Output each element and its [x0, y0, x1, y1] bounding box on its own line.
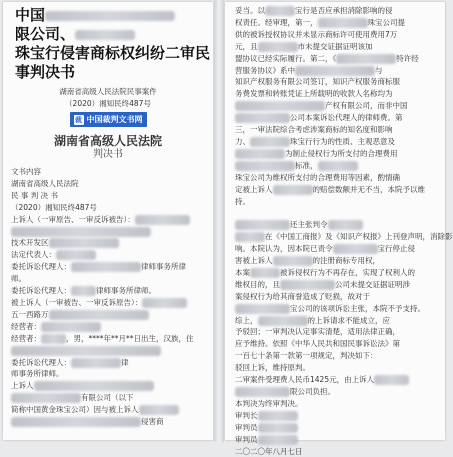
redacted-text: [11, 227, 151, 237]
text-segment: 五一西路万: [11, 309, 49, 319]
redacted-text: [34, 381, 154, 391]
redacted-text: [258, 411, 298, 421]
text-line: [235, 53, 437, 65]
redacted-text: [235, 304, 290, 314]
redacted-text: [235, 387, 290, 397]
text-line: [235, 374, 437, 386]
redacted-text: [142, 298, 187, 308]
text-segment: 珠宝行行为的性质、主观恶意及: [290, 136, 395, 146]
text-line: [11, 190, 205, 202]
text-segment: 知识产权服务有限公司签订，知识产权服务商标服: [235, 77, 400, 87]
text-line: [235, 231, 453, 243]
redacted-text: [235, 113, 290, 123]
text-segment: 法定代表人：: [11, 250, 56, 260]
redacted-text: [235, 161, 295, 171]
redacted-text: [258, 435, 298, 445]
redacted-text: [235, 101, 325, 111]
text-segment: 宝行停止侵: [377, 244, 415, 254]
text-line: [235, 315, 437, 327]
text-segment: 限公司、: [15, 25, 76, 43]
redacted-text: [250, 137, 290, 147]
text-segment: 公司未提交证据证明涉: [335, 279, 410, 289]
text-line: [235, 267, 437, 279]
text-line: [11, 321, 205, 333]
text-line: [235, 410, 437, 422]
text-segment: 为制止侵权行为所支付的合理费用: [285, 148, 398, 158]
title-line: [15, 6, 205, 25]
text-segment: 上诉人（一审原告、一审反诉被告）：: [11, 214, 135, 224]
text-line: [235, 303, 437, 315]
text-segment: 市未提交证据证明该加: [297, 41, 373, 51]
text-line: [11, 309, 205, 321]
text-segment: 的赔偿数额并无不当，本院予以维: [312, 184, 425, 194]
redacted-text: [45, 11, 175, 21]
wenshu-brand-text: 中国裁判文书网: [86, 115, 143, 124]
text-segment: 驳回上诉，维持原判。: [235, 363, 310, 373]
redacted-text: [41, 334, 66, 344]
text-segment: 特许经: [396, 53, 419, 63]
text-line: [235, 136, 437, 148]
text-segment: 二审案件受理费人民币1425元，由上诉人: [235, 375, 375, 385]
text-segment: 产权有限公司，而非中国: [325, 101, 408, 111]
meta-court: 湖南省高级人民法院民事案件: [59, 87, 157, 96]
redacted-text: [75, 30, 135, 40]
text-line: [235, 350, 437, 362]
text-segment: 师。: [11, 274, 26, 284]
left-page: [3, 2, 213, 440]
redacted-text: [71, 286, 96, 296]
text-segment: 权责任。经审理，第一，: [235, 17, 318, 27]
text-segment: 二〇二〇年八月七日: [235, 446, 303, 456]
redacted-text: [280, 280, 335, 290]
text-segment: 湖南省高级人民法院: [11, 178, 79, 188]
text-segment: 经营者：: [11, 321, 41, 331]
text-segment: 技术开发区: [11, 238, 49, 248]
text-line: [235, 362, 437, 374]
text-line: [235, 112, 437, 124]
text-line: [235, 279, 437, 291]
text-segment: 案侵权行为给其商誉造成了贬损，故对于: [235, 291, 370, 301]
text-segment: 审判员: [235, 422, 258, 432]
redacted-text: [139, 405, 179, 415]
text-line: [11, 237, 205, 249]
text-segment: 务费发票和转账凭证上所载明的收款人名称均为: [235, 89, 393, 99]
text-segment: 师事务所律师。: [11, 369, 64, 379]
text-segment: 维权目的，且: [235, 279, 280, 289]
text-segment: 有限公司（以下: [81, 393, 134, 403]
left-body-text: [3, 161, 213, 428]
text-segment: 文书内容: [11, 167, 41, 176]
text-segment: 力、: [235, 136, 250, 146]
text-line: [235, 76, 437, 88]
title-line: [15, 25, 205, 44]
text-line: [235, 172, 437, 184]
text-segment: 的上诉请求不能成立，应: [307, 315, 390, 325]
redacted-text: [374, 375, 409, 385]
text-segment: 宝公司的该项诉讼主张，本院不予支持。: [290, 303, 425, 313]
text-segment: 被上诉人（一审被告、一审反诉原告）：: [11, 297, 143, 307]
redacted-text: [41, 322, 101, 332]
text-line: [11, 178, 205, 190]
redacted-text: [258, 423, 298, 433]
text-line: [235, 160, 437, 172]
text-line: [11, 261, 205, 273]
redacted-text: [295, 66, 375, 76]
text-segment: 本案: [235, 267, 250, 277]
text-segment: 审判长: [235, 410, 258, 420]
wenshu-brand-badge[interactable]: [70, 112, 147, 127]
text-line: [235, 41, 437, 53]
text-line: [235, 255, 437, 267]
redacted-text: [56, 250, 96, 260]
text-segment: 与: [375, 65, 383, 75]
text-line: [235, 219, 437, 231]
text-segment: 营服务协议》系中: [235, 65, 295, 75]
text-line: [235, 100, 437, 112]
text-line: [11, 273, 205, 285]
text-line: [235, 338, 437, 350]
redacted-text: [11, 346, 161, 356]
text-line: [235, 88, 437, 100]
text-line: [235, 196, 437, 208]
text-segment: 元，且: [235, 41, 258, 51]
text-segment: ，男，****年**月**日出生，汉族，住: [66, 333, 194, 343]
text-segment: 三，一审法院综合考虑涉案商标的知名度和影响: [235, 125, 393, 135]
text-line: [11, 249, 205, 261]
page-fold: [214, 0, 224, 442]
text-segment: 综上，: [235, 315, 258, 325]
redacted-text: [235, 149, 285, 159]
redacted-text: [273, 185, 313, 195]
text-segment: 被诉侵权行为不再存在，实现了权利人的: [280, 267, 415, 277]
text-segment: 民 事 判 决 书: [11, 190, 59, 200]
text-line: [235, 5, 437, 17]
text-line: [235, 184, 437, 196]
text-segment: 珠宝公司提: [367, 17, 405, 27]
right-page: [225, 2, 453, 456]
text-segment: 简称中国黄金珠宝公司）因与被上诉人: [11, 405, 139, 415]
right-body-text: [225, 2, 453, 457]
redacted-text: [235, 232, 265, 242]
redacted-text: [11, 393, 81, 403]
text-line: [235, 29, 437, 41]
text-segment: 珠宝公司为维权所支付的合理费用等因素，酌情确: [235, 172, 400, 182]
case-meta: [3, 86, 213, 110]
redacted-text: [318, 18, 368, 28]
text-line: [235, 17, 437, 29]
redacted-text: [71, 358, 121, 368]
text-segment: 限公司负担。: [290, 387, 335, 396]
text-segment: 宝行是否应承担消除影响的侵: [295, 6, 393, 15]
text-segment: 珠宝行侵害商标权纠纷二审民: [15, 44, 211, 62]
text-line: [235, 124, 437, 136]
text-segment: 律师事务所律: [141, 262, 186, 272]
text-line: [11, 368, 205, 380]
text-segment: 律: [121, 357, 129, 367]
text-line: [11, 202, 205, 214]
text-line: [11, 297, 205, 309]
redacted-text: [135, 215, 190, 225]
text-segment: 一百七十条第一款第一项规定，判决如下：: [235, 351, 378, 361]
text-segment: 委托诉讼代理人：: [11, 262, 71, 272]
text-segment: 经营者：: [11, 333, 41, 343]
text-segment: 害被上诉人: [235, 256, 273, 266]
text-segment: 公司本案诉讼代理人的律师费。第: [290, 113, 403, 123]
redacted-text: [235, 220, 290, 230]
text-line: [235, 148, 437, 160]
redacted-text: [273, 256, 313, 266]
text-line: [11, 226, 205, 238]
text-segment: 响。本院认为，因本院已责令: [235, 244, 333, 254]
text-line: [11, 357, 205, 369]
document-type: 判决书: [93, 149, 123, 160]
text-line: [235, 326, 437, 338]
text-line: [235, 386, 437, 398]
text-segment: 定被上诉人: [235, 184, 273, 194]
text-segment: 在《中国工商报》及《知识产权报》上刊登声明，消除影: [265, 232, 453, 242]
wenshu-logo-icon: 裁: [75, 115, 82, 124]
text-line: [11, 416, 205, 428]
redacted-text: [49, 238, 119, 248]
brand-row: [3, 112, 213, 127]
text-segment: 妥当。以: [235, 6, 265, 15]
text-line: [11, 392, 205, 404]
text-line: [11, 404, 205, 416]
title-line: [15, 63, 205, 82]
redacted-text: [265, 6, 295, 16]
text-segment: 予驳回；一审判决认定事实清楚，适用法律正确，: [235, 327, 400, 337]
text-line: [235, 207, 437, 219]
meta-case-number: （2020）湘知民终487号: [65, 99, 151, 108]
text-line: [235, 434, 437, 446]
redacted-text: [11, 417, 141, 427]
text-line: [235, 65, 437, 77]
redacted-text: [336, 54, 396, 64]
redacted-text: [258, 42, 298, 52]
text-segment: 中国: [15, 6, 46, 24]
text-line: [11, 345, 205, 357]
text-line: [11, 380, 205, 392]
text-segment: 侵害商: [141, 417, 164, 427]
text-segment: 上诉人: [11, 381, 34, 391]
text-segment: 标准，: [295, 160, 318, 170]
text-segment: 委托诉讼代理人：: [11, 286, 71, 296]
text-line: [235, 422, 437, 434]
text-line: [235, 243, 437, 255]
text-line: [11, 214, 205, 226]
text-segment: （2020）湘知民终487号: [11, 202, 97, 212]
redacted-text: [333, 244, 378, 254]
text-segment: 律师事务所律师。: [96, 286, 156, 296]
text-segment: 供的被诉授权协议并未显示商标许可使用费用7万: [235, 29, 398, 39]
document-title: [3, 2, 213, 82]
redacted-text: [71, 262, 141, 272]
text-line: [11, 166, 205, 178]
text-segment: 本判决为终审判决。: [235, 398, 303, 408]
redacted-text: [250, 268, 280, 278]
text-line: [11, 333, 205, 345]
text-segment: 委托诉讼代理人：: [11, 357, 71, 367]
text-segment: 应予维持。依照《中华人民共和国民事诉讼法》第: [235, 339, 400, 349]
text-segment: 持。: [235, 196, 250, 206]
text-line: [235, 446, 437, 457]
redacted-text: [258, 316, 308, 326]
redacted-text: [318, 161, 358, 171]
text-line: [235, 291, 437, 303]
text-line: [11, 285, 205, 297]
text-segment: 还主张判令: [290, 220, 328, 230]
redacted-text: [49, 310, 149, 320]
text-segment: 审判员: [235, 434, 258, 444]
title-line: [15, 44, 211, 63]
text-line: [235, 398, 437, 410]
text-segment: 盟协议已经实际履行。第二，《: [235, 53, 337, 63]
redacted-text: [328, 220, 363, 230]
text-segment: 的注册商标专用权，: [312, 256, 380, 266]
court-name: 湖南省高级人民法院: [53, 134, 162, 148]
text-segment: 事判决书: [15, 63, 76, 81]
